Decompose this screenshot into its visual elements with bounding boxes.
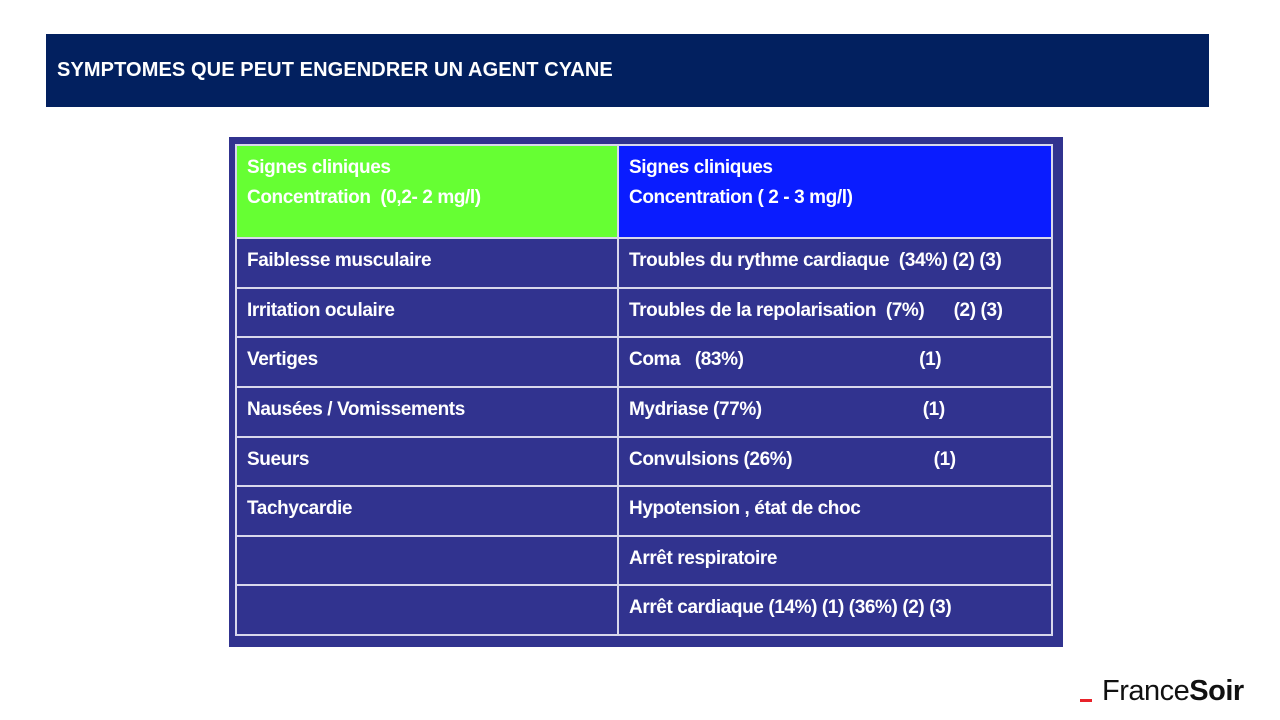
logo-soir-text: Soir [1189,674,1244,707]
francesoir-logo [1080,674,1244,708]
cell-high-symptom: Arrêt cardiaque (14%) (1) (36%) (2) (3) [618,585,1052,635]
table-header-row [236,145,1052,238]
slide-title: SYMPTOMES QUE PEUT ENGENDRER UN AGENT CYANE [57,59,613,81]
header-high-line2: Concentration ( 2 - 3 mg/l) [629,187,853,208]
cell-high-symptom: Convulsions (26%) (1) [618,437,1052,487]
table-row [236,486,1052,536]
cell-low-symptom: Tachycardie [236,486,618,536]
table-row [236,536,1052,586]
table-row [236,387,1052,437]
cell-high-symptom: Troubles du rythme cardiaque (34%) (2) (3) [618,238,1052,288]
cell-low-symptom: Sueurs [236,437,618,487]
symptoms-table-container [229,137,1063,647]
cell-high-symptom: Hypotension , état de choc [618,486,1052,536]
table-row [236,288,1052,338]
header-low-line1: Signes cliniques [247,157,391,178]
table-row [236,437,1052,487]
cell-high-symptom: Coma (83%) (1) [618,337,1052,387]
cell-low-symptom: Faiblesse musculaire [236,238,618,288]
cell-low-symptom: Vertiges [236,337,618,387]
table-row [236,337,1052,387]
logo-accent-dash [1080,699,1092,702]
cell-high-symptom: Arrêt respiratoire [618,536,1052,586]
cell-low-symptom [236,536,618,586]
header-low-concentration [236,145,618,238]
cell-high-symptom: Mydriase (77%) (1) [618,387,1052,437]
logo-france-text: France [1102,674,1190,707]
cell-low-symptom: Nausées / Vomissements [236,387,618,437]
symptoms-table [235,144,1053,636]
cell-high-symptom: Troubles de la repolarisation (7%) (2) (3) [618,288,1052,338]
table-row [236,585,1052,635]
header-high-concentration [618,145,1052,238]
header-high-line1: Signes cliniques [629,157,773,178]
title-bar [46,34,1209,107]
table-row [236,238,1052,288]
header-low-line2: Concentration (0,2- 2 mg/l) [247,187,481,208]
cell-low-symptom: Irritation oculaire [236,288,618,338]
cell-low-symptom [236,585,618,635]
